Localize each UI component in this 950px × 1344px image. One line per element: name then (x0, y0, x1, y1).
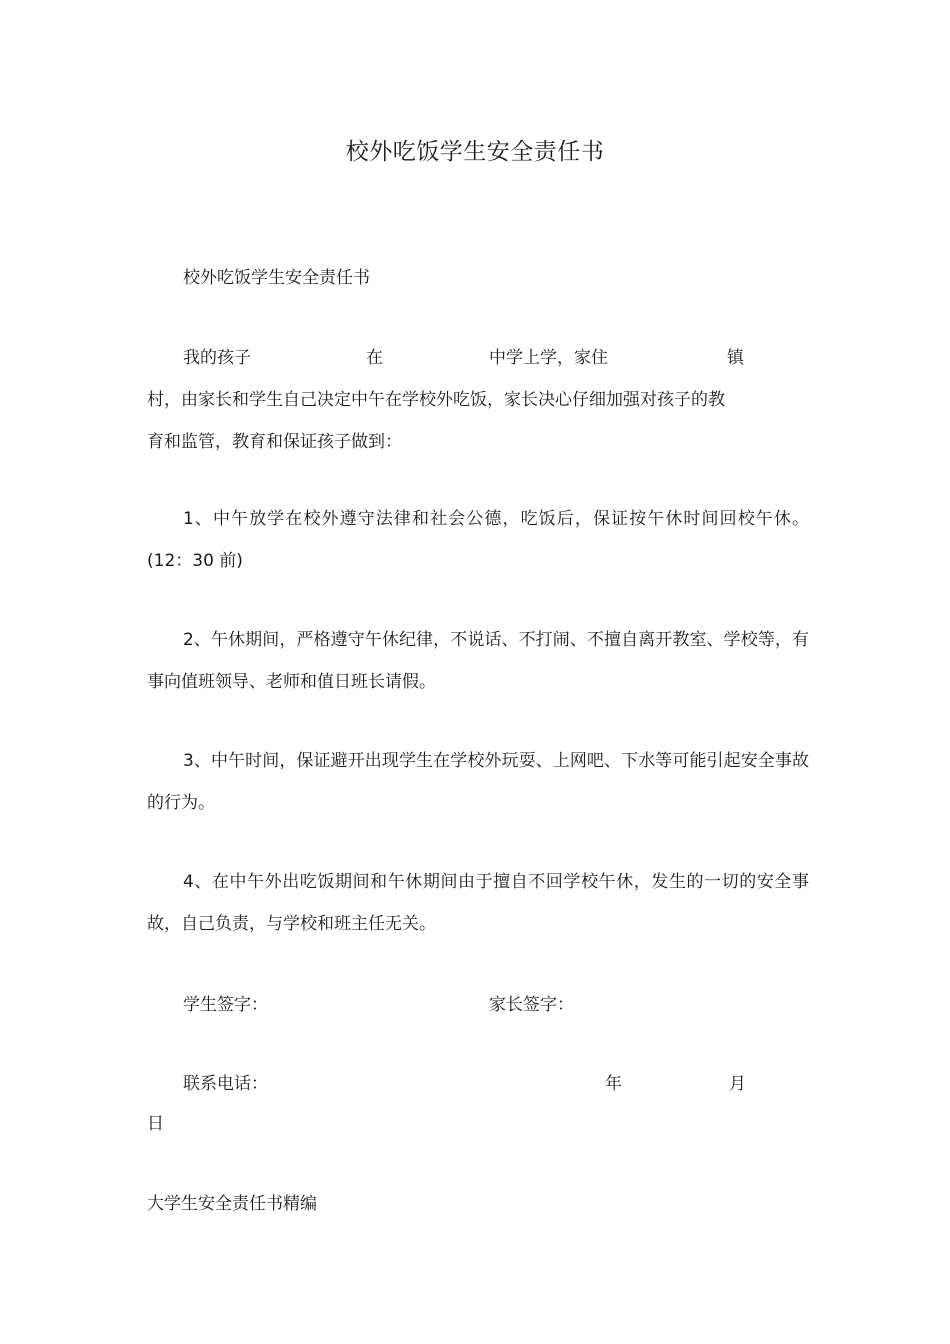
intro-line-3: 育和监管，教育和保证孩子做到： (147, 432, 402, 452)
next-section-heading: 大学生安全责任书精编 (147, 1194, 317, 1214)
intro-text-at: 在 (366, 348, 383, 368)
document-title: 校外吃饭学生安全责任书 (345, 139, 605, 165)
intro-line-2: 村，由家长和学生自己决定中午在学校外吃饭，家长决心仔细加强对孩子的教 (147, 390, 725, 410)
phone-label: 联系电话： (183, 1074, 268, 1094)
date-year-label: 年 (605, 1074, 622, 1094)
item-1: 1、中午放学在校外遵守法律和社会公德，吃饭后，保证按午休时间回校午休。(12：30 前) (147, 509, 809, 571)
student-signature-label: 学生签字： (183, 995, 268, 1015)
item-4: 4、在中午外出吃饭期间和午休期间由于擅自不回学校午休，发生的一切的安全事故，自己负责，与学校和班主任无关。 (147, 872, 809, 934)
item-2: 2、午休期间，严格遵守午休纪律，不说话、不打闹、不擅自离开教室、学校等，有事向值班领导、老师和值日班长请假。 (147, 630, 809, 692)
date-month-label: 月 (729, 1074, 746, 1094)
item-3: 3、中午时间，保证避开出现学生在学校外玩耍、上网吧、下水等可能引起安全事故的行为。 (147, 751, 809, 813)
date-day-label: 日 (147, 1114, 164, 1134)
intro-text-child: 我的孩子 (183, 348, 251, 368)
intro-text-school: 中学上学，家住 (489, 348, 608, 368)
parent-signature-label: 家长签字： (489, 995, 574, 1015)
document-subtitle: 校外吃饭学生安全责任书 (183, 268, 370, 288)
intro-text-town: 镇 (727, 348, 744, 368)
